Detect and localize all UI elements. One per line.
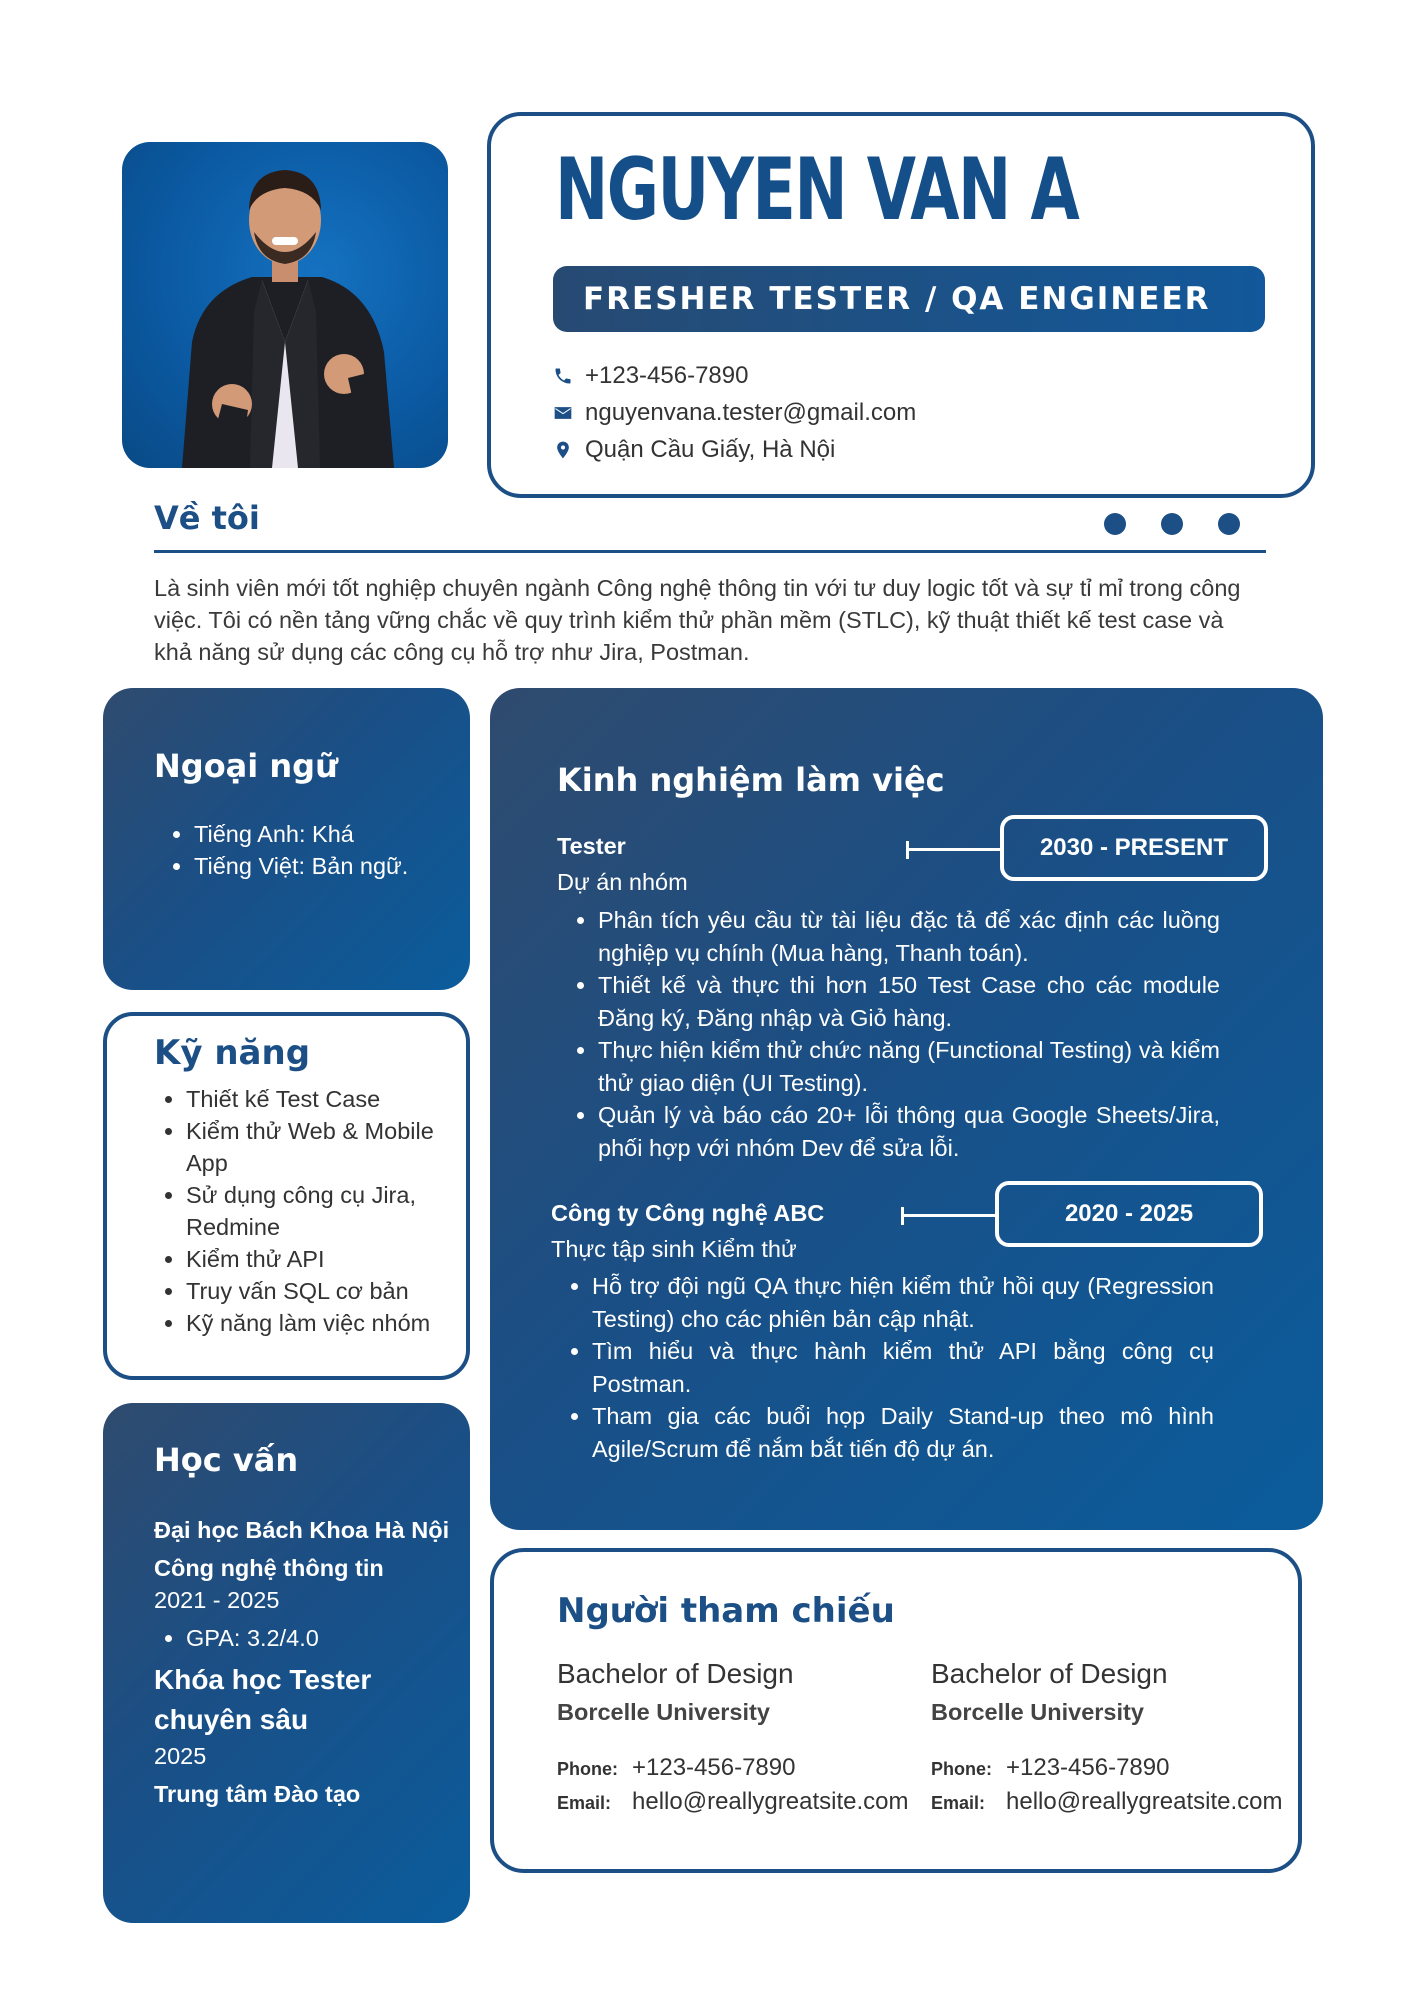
education-heading: Học vấn (154, 1441, 299, 1479)
timeline-connector (906, 848, 1002, 851)
list-item: • Kỹ năng làm việc nhóm (186, 1307, 456, 1339)
references-heading: Người tham chiếu (557, 1591, 895, 1631)
ref-org: Borcelle University (931, 1699, 1144, 1725)
ref-phone (557, 1753, 795, 1784)
ref-phone (931, 1753, 1169, 1784)
decor-dot (1218, 513, 1240, 535)
location-pin-icon (553, 440, 573, 460)
phone-icon (553, 366, 573, 386)
timeline-connector (901, 1214, 997, 1217)
list-item: • Thiết kế Test Case (186, 1083, 456, 1115)
profile-photo (122, 142, 448, 468)
list-item: • Thiết kế và thực thi hơn 150 Test Case cho các module Đăng ký, Đăng nhập và Giỏ hàng. (598, 969, 1220, 1034)
ref-email-value[interactable]: hello@reallygreatsite.com (1006, 1788, 1283, 1815)
about-heading: Về tôi (154, 499, 260, 537)
candidate-name: NGUYEN VAN A (555, 140, 1079, 240)
job-title: FRESHER TESTER / QA ENGINEER (583, 281, 1211, 317)
edu-major: Công nghệ thông tin (154, 1555, 384, 1581)
list-item: • Thực hiện kiểm thử chức năng (Functional Testing) và kiểm thử giao diện (UI Testing). (598, 1034, 1220, 1099)
ref-email-value[interactable]: hello@reallygreatsite.com (632, 1788, 909, 1815)
edu-gpa-list (156, 1622, 319, 1654)
list-item: • Tiếng Việt: Bản ngữ. (194, 850, 408, 882)
skills-list (156, 1083, 456, 1339)
list-item: • Tìm hiểu và thực hành kiểm thử API bằng công cụ Postman. (592, 1335, 1214, 1400)
list-item: • Kiểm thử Web & Mobile App (186, 1115, 456, 1179)
ref-phone-value: +123-456-7890 (632, 1754, 796, 1781)
job-date-badge: 2030 - PRESENT (1000, 815, 1268, 881)
ref-name: Bachelor of Design (557, 1658, 794, 1689)
about-divider (154, 550, 1266, 553)
list-item: • Truy vấn SQL cơ bản (186, 1275, 456, 1307)
ref-email (931, 1787, 1282, 1818)
ref-org: Borcelle University (557, 1699, 770, 1725)
email-text: nguyenvana.tester@gmail.com (585, 399, 917, 426)
address-text: Quận Cầu Giấy, Hà Nội (585, 436, 836, 463)
list-item: • Kiểm thử API (186, 1243, 456, 1275)
email-label: Email: (931, 1793, 986, 1813)
contact-address (553, 435, 835, 465)
list-item: • Phân tích yêu cầu từ tài liệu đặc tả để xác định các luồng nghiệp vụ chính (Mua hàng, Thanh toán). (598, 904, 1220, 969)
email-label: Email: (557, 1793, 612, 1813)
job-bullets (568, 904, 1220, 1164)
job-subtitle: Thực tập sinh Kiểm thử (551, 1236, 797, 1262)
about-text: Là sinh viên mới tốt nghiệp chuyên ngành Công nghệ thông tin với tư duy logic tốt và sự tỉ mỉ trong công việc. Tôi có nền tảng vững chắc về quy trình kiểm thử phần mềm (STLC), kỹ thuật thiết kế test case và khả năng sử dụng các công cụ hỗ trợ như Jira, Postman. (154, 575, 1241, 665)
edu-course-line2: chuyên sâu (154, 1704, 309, 1735)
list-item: • GPA: 3.2/4.0 (186, 1622, 319, 1654)
edu-course-line1: Khóa học Tester (154, 1664, 372, 1695)
languages-list (164, 818, 408, 882)
job-title: Tester (557, 833, 626, 859)
email-icon (553, 403, 573, 423)
decor-dot (1104, 513, 1126, 535)
edu-course-year: 2025 (154, 1743, 207, 1769)
list-item: • Tiếng Anh: Khá (194, 818, 408, 850)
ref-phone-value: +123-456-7890 (1006, 1754, 1170, 1781)
ref-email (557, 1787, 908, 1818)
list-item: • Quản lý và báo cáo 20+ lỗi thông qua Google Sheets/Jira, phối hợp với nhóm Dev để sửa lỗi. (598, 1099, 1220, 1164)
phone-label: Phone: (931, 1759, 992, 1779)
edu-school: Đại học Bách Khoa Hà Nội (154, 1517, 450, 1543)
contact-phone (553, 361, 748, 391)
list-item: • Sử dụng công cụ Jira, Redmine (186, 1179, 456, 1243)
phone-text: +123-456-7890 (585, 362, 749, 389)
job-title: Công ty Công nghệ ABC (551, 1200, 825, 1226)
job-bullets (562, 1270, 1214, 1465)
skills-heading: Kỹ năng (154, 1033, 311, 1073)
edu-course-center: Trung tâm Đào tạo (154, 1781, 361, 1807)
list-item: • Tham gia các buổi họp Daily Stand-up theo mô hình Agile/Scrum để nắm bắt tiến độ dự án. (592, 1400, 1214, 1465)
decor-dot (1161, 513, 1183, 535)
edu-years: 2021 - 2025 (154, 1587, 280, 1613)
phone-label: Phone: (557, 1759, 618, 1779)
ref-name: Bachelor of Design (931, 1658, 1168, 1689)
languages-heading: Ngoại ngữ (154, 747, 338, 785)
job-date-badge: 2020 - 2025 (995, 1181, 1263, 1247)
list-item: • Hỗ trợ đội ngũ QA thực hiện kiểm thử hồi quy (Regression Testing) cho các phiên bản cập nhật. (592, 1270, 1214, 1335)
job-subtitle: Dự án nhóm (557, 869, 688, 895)
contact-email (553, 398, 916, 428)
experience-heading: Kinh nghiệm làm việc (557, 761, 945, 799)
